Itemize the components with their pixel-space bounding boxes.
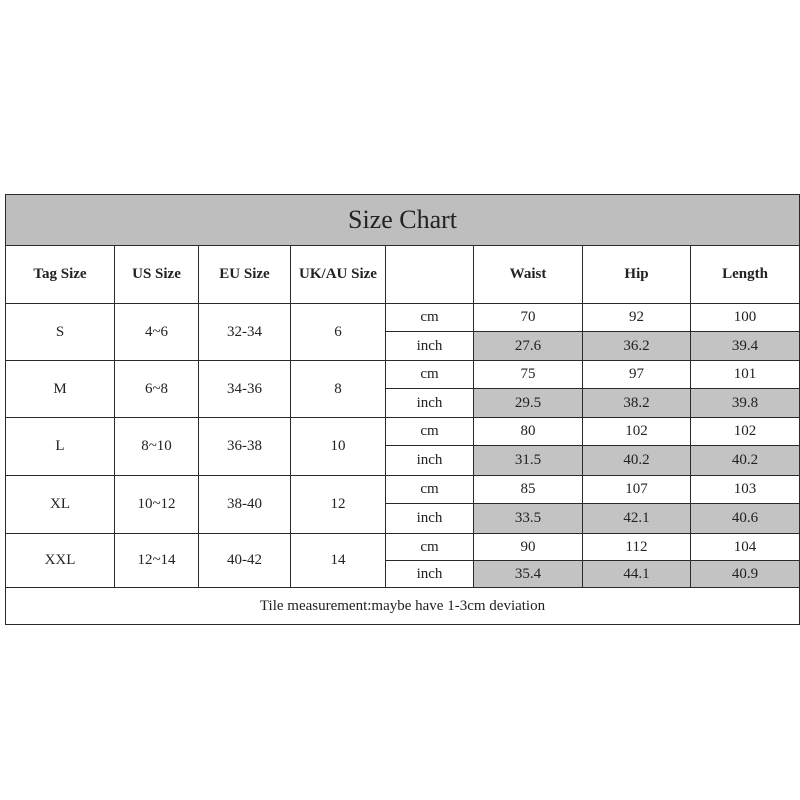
length-cm-cell: 104 — [691, 534, 800, 561]
size-chart — [5, 194, 799, 625]
unit-cell-cm: cm — [386, 304, 474, 332]
eu-size-cell: 38-40 — [199, 476, 291, 534]
tag-size-cell: XXL — [6, 534, 115, 588]
uk-au-size-cell: 6 — [291, 304, 386, 361]
waist-inch-cell: 33.5 — [474, 504, 583, 534]
header-length: Length — [691, 246, 800, 304]
unit-cell-cm: cm — [386, 418, 474, 446]
hip-cm-cell: 112 — [583, 534, 691, 561]
tag-size-cell: S — [6, 304, 115, 361]
eu-size-cell: 36-38 — [199, 418, 291, 476]
hip-inch-cell: 42.1 — [583, 504, 691, 534]
unit-cell-inch: inch — [386, 504, 474, 534]
us-size-cell: 4~6 — [115, 304, 199, 361]
length-inch-cell: 40.2 — [691, 446, 800, 476]
unit-cell-cm: cm — [386, 534, 474, 561]
length-cm-cell: 102 — [691, 418, 800, 446]
hip-cm-cell: 92 — [583, 304, 691, 332]
size-chart-table — [5, 194, 800, 625]
eu-size-cell: 34-36 — [199, 361, 291, 418]
header-uk-au-size: UK/AU Size — [291, 246, 386, 304]
title-row — [6, 195, 800, 246]
size-row-cm — [6, 304, 800, 332]
waist-cm-cell: 90 — [474, 534, 583, 561]
eu-size-cell: 32-34 — [199, 304, 291, 361]
uk-au-size-cell: 12 — [291, 476, 386, 534]
tag-size-cell: XL — [6, 476, 115, 534]
length-inch-cell: 39.8 — [691, 389, 800, 418]
hip-cm-cell: 107 — [583, 476, 691, 504]
unit-cell-cm: cm — [386, 361, 474, 389]
uk-au-size-cell: 10 — [291, 418, 386, 476]
header-unit — [386, 246, 474, 304]
header-row — [6, 246, 800, 304]
us-size-cell: 10~12 — [115, 476, 199, 534]
unit-cell-inch: inch — [386, 389, 474, 418]
header-hip: Hip — [583, 246, 691, 304]
unit-cell-inch: inch — [386, 446, 474, 476]
uk-au-size-cell: 14 — [291, 534, 386, 588]
waist-inch-cell: 31.5 — [474, 446, 583, 476]
us-size-cell: 12~14 — [115, 534, 199, 588]
header-us-size: US Size — [115, 246, 199, 304]
length-cm-cell: 101 — [691, 361, 800, 389]
eu-size-cell: 40-42 — [199, 534, 291, 588]
size-row-cm — [6, 361, 800, 389]
size-row-cm — [6, 418, 800, 446]
chart-title: Size Chart — [6, 195, 800, 246]
waist-cm-cell: 85 — [474, 476, 583, 504]
hip-cm-cell: 102 — [583, 418, 691, 446]
length-inch-cell: 40.9 — [691, 561, 800, 588]
header-tag-size: Tag Size — [6, 246, 115, 304]
us-size-cell: 8~10 — [115, 418, 199, 476]
waist-cm-cell: 80 — [474, 418, 583, 446]
us-size-cell: 6~8 — [115, 361, 199, 418]
unit-cell-inch: inch — [386, 332, 474, 361]
waist-inch-cell: 35.4 — [474, 561, 583, 588]
uk-au-size-cell: 8 — [291, 361, 386, 418]
length-inch-cell: 39.4 — [691, 332, 800, 361]
hip-inch-cell: 38.2 — [583, 389, 691, 418]
size-row-cm — [6, 476, 800, 504]
unit-cell-cm: cm — [386, 476, 474, 504]
unit-cell-inch: inch — [386, 561, 474, 588]
waist-inch-cell: 29.5 — [474, 389, 583, 418]
hip-cm-cell: 97 — [583, 361, 691, 389]
length-cm-cell: 103 — [691, 476, 800, 504]
size-row-cm — [6, 534, 800, 561]
measurement-note: Tile measurement:maybe have 1-3cm deviation — [6, 588, 800, 625]
hip-inch-cell: 44.1 — [583, 561, 691, 588]
tag-size-cell: L — [6, 418, 115, 476]
hip-inch-cell: 36.2 — [583, 332, 691, 361]
header-eu-size: EU Size — [199, 246, 291, 304]
waist-cm-cell: 70 — [474, 304, 583, 332]
hip-inch-cell: 40.2 — [583, 446, 691, 476]
waist-cm-cell: 75 — [474, 361, 583, 389]
tag-size-cell: M — [6, 361, 115, 418]
header-waist: Waist — [474, 246, 583, 304]
note-row — [6, 588, 800, 625]
length-cm-cell: 100 — [691, 304, 800, 332]
size-rows — [6, 304, 800, 588]
waist-inch-cell: 27.6 — [474, 332, 583, 361]
length-inch-cell: 40.6 — [691, 504, 800, 534]
